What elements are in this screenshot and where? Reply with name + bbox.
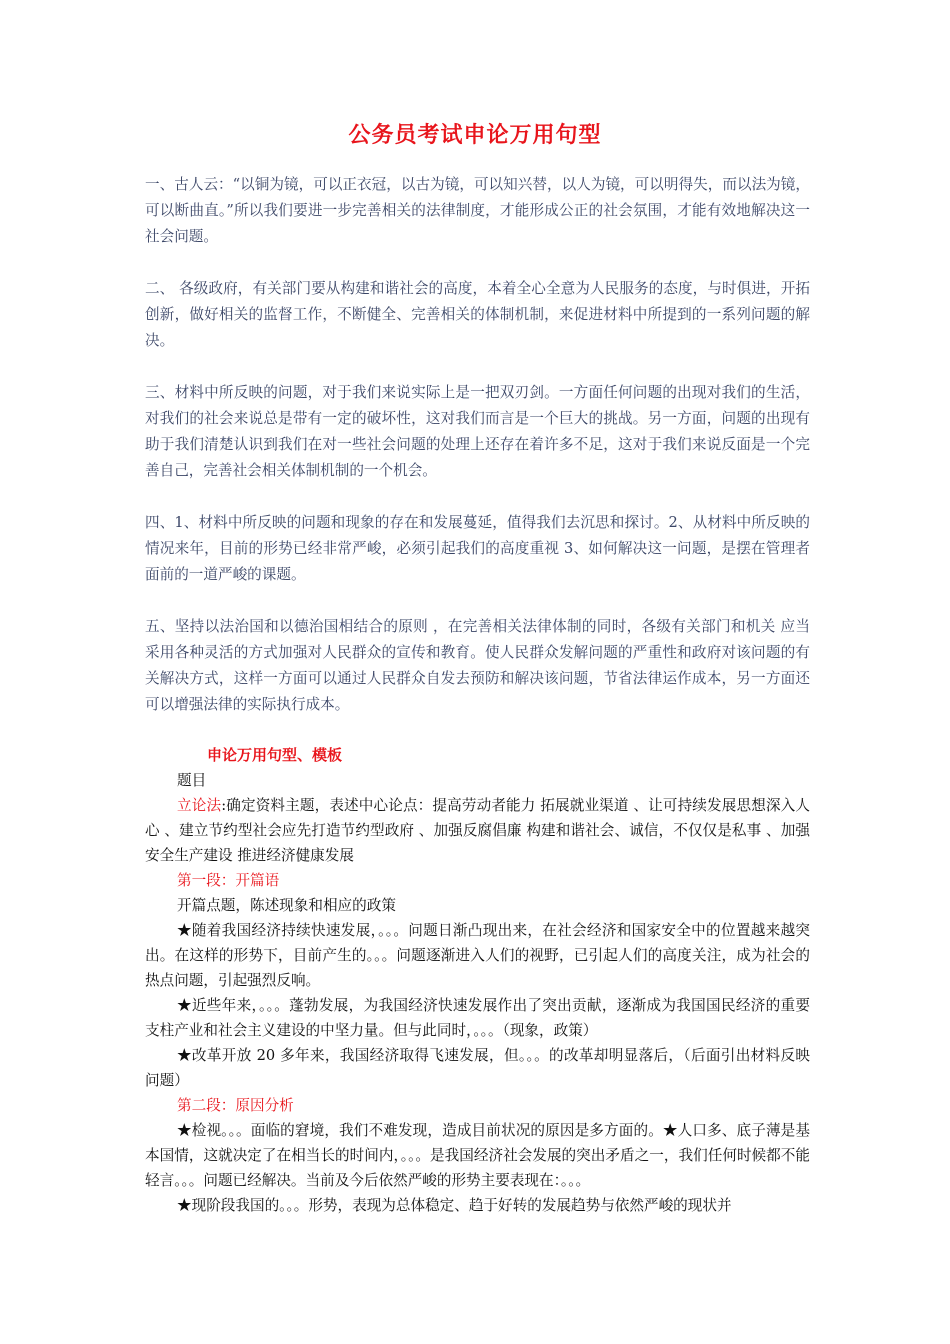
section2-item: ★现阶段我国的。。。形势，表现为总体稳定、趋于好转的发展趋势与依然严峻的现状并	[177, 1197, 732, 1214]
paragraph-4: 四、1、材料中所反映的问题和现象的存在和发展蔓延，值得我们去沉思和探讨。2、从材料中所反映的情况来年，目前的形势已经非常严峻，必须引起我们的高度重视 3、如何解决这一问题，是摆在管理者面前的一道严峻的课题。	[145, 514, 810, 583]
section1-item: ★随着我国经济持续快速发展，。。。问题日渐凸现出来，在社会经济和国家安全中的位置越来越突出。在这样的形势下，目前产生的。。。问题逐渐进入人们的视野，已引起人们的高度关注，成为社会的热点问题，引起强烈反响。	[145, 922, 810, 989]
paragraph-3: 三、材料中所反映的问题，对于我们来说实际上是一把双刃剑。一方面任何问题的出现对我们的生活，对我们的社会来说总是带有一定的破坏性，这对我们而言是一个巨大的挑战。另一方面，问题的出现有助于我们清楚认识到我们在对一些社会问题的处理上还存在着许多不足，这对于我们来说反面是一个完善自己，完善社会相关体制机制的一个机会。	[145, 384, 810, 479]
paragraph-2: 二、 各级政府，有关部门要从构建和谐社会的高度，本着全心全意为人民服务的态度，与时俱进，开拓创新，做好相关的监督工作，不断健全、完善相关的体制机制，来促进材料中所提到的一系列问题的解决。	[145, 280, 810, 349]
thesis-text: :确定资料主题，表述中心论点：提高劳动者能力 拓展就业渠道 、让可持续发展思想深入人心 、建立节约型社会应先打造节约型政府 、加强反腐倡廉 构建和谐社会、诚信，不仅仅是私事 、加强安全生产建设 推进经济健康发展	[145, 797, 810, 864]
section1-item: ★近些年来，。。。蓬勃发展，为我国经济快速发展作出了突出贡献，逐渐成为我国国民经济的重要支柱产业和社会主义建设的中坚力量。但与此同时，。。。（现象，政策）	[145, 997, 810, 1039]
thesis-paragraph	[145, 793, 810, 868]
paragraph-1: 一、古人云：“以铜为镜，可以正衣冠，以古为镜，可以知兴替，以人为镜，可以明得失，而以法为镜，可以断曲直。”所以我们要进一步完善相关的法律制度，才能形成公正的社会氛围，才能有效地解决这一社会问题。	[145, 176, 810, 245]
paragraph-5: 五、坚持以法治国和以德治国相结合的原则 ，在完善相关法律体制的同时，各级有关部门和机关 应当采用各种灵活的方式加强对人民群众的宣传和教育。使人民群众发解问题的严重性和政府对该问题的有关解决方式，这样一方面可以通过人民群众自发去预防和解决该问题，节省法律运作成本，另一方面还可以增强法律的实际执行成本。	[145, 618, 810, 713]
section2-heading: 第二段：原因分析	[177, 1097, 294, 1114]
template-section-title: 申论万用句型、模板	[207, 746, 343, 764]
section1-intro: 开篇点题，陈述现象和相应的政策	[177, 897, 396, 914]
template-section	[145, 768, 810, 1218]
section1-heading: 第一段：开篇语	[177, 872, 280, 889]
topic-label: 题目	[177, 772, 207, 789]
section1-item: ★改革开放 20 多年来，我国经济取得飞速发展，但。。。的改革却明显落后，（后面引出材料反映问题）	[145, 1047, 810, 1089]
document-title: 公务员考试申论万用句型	[348, 123, 602, 148]
thesis-label: 立论法	[177, 797, 222, 814]
section2-item: ★检视。。。面临的窘境，我们不难发现，造成目前状况的原因是多方面的。★人口多、底子薄是基本国情，这就决定了在相当长的时间内，。。。是我国经济社会发展的突出矛盾之一，我们任何时候都不能轻言。。。问题已经解决。当前及今后依然严峻的形势主要表现在：。。。	[145, 1122, 810, 1189]
numbered-paragraphs	[145, 172, 810, 744]
